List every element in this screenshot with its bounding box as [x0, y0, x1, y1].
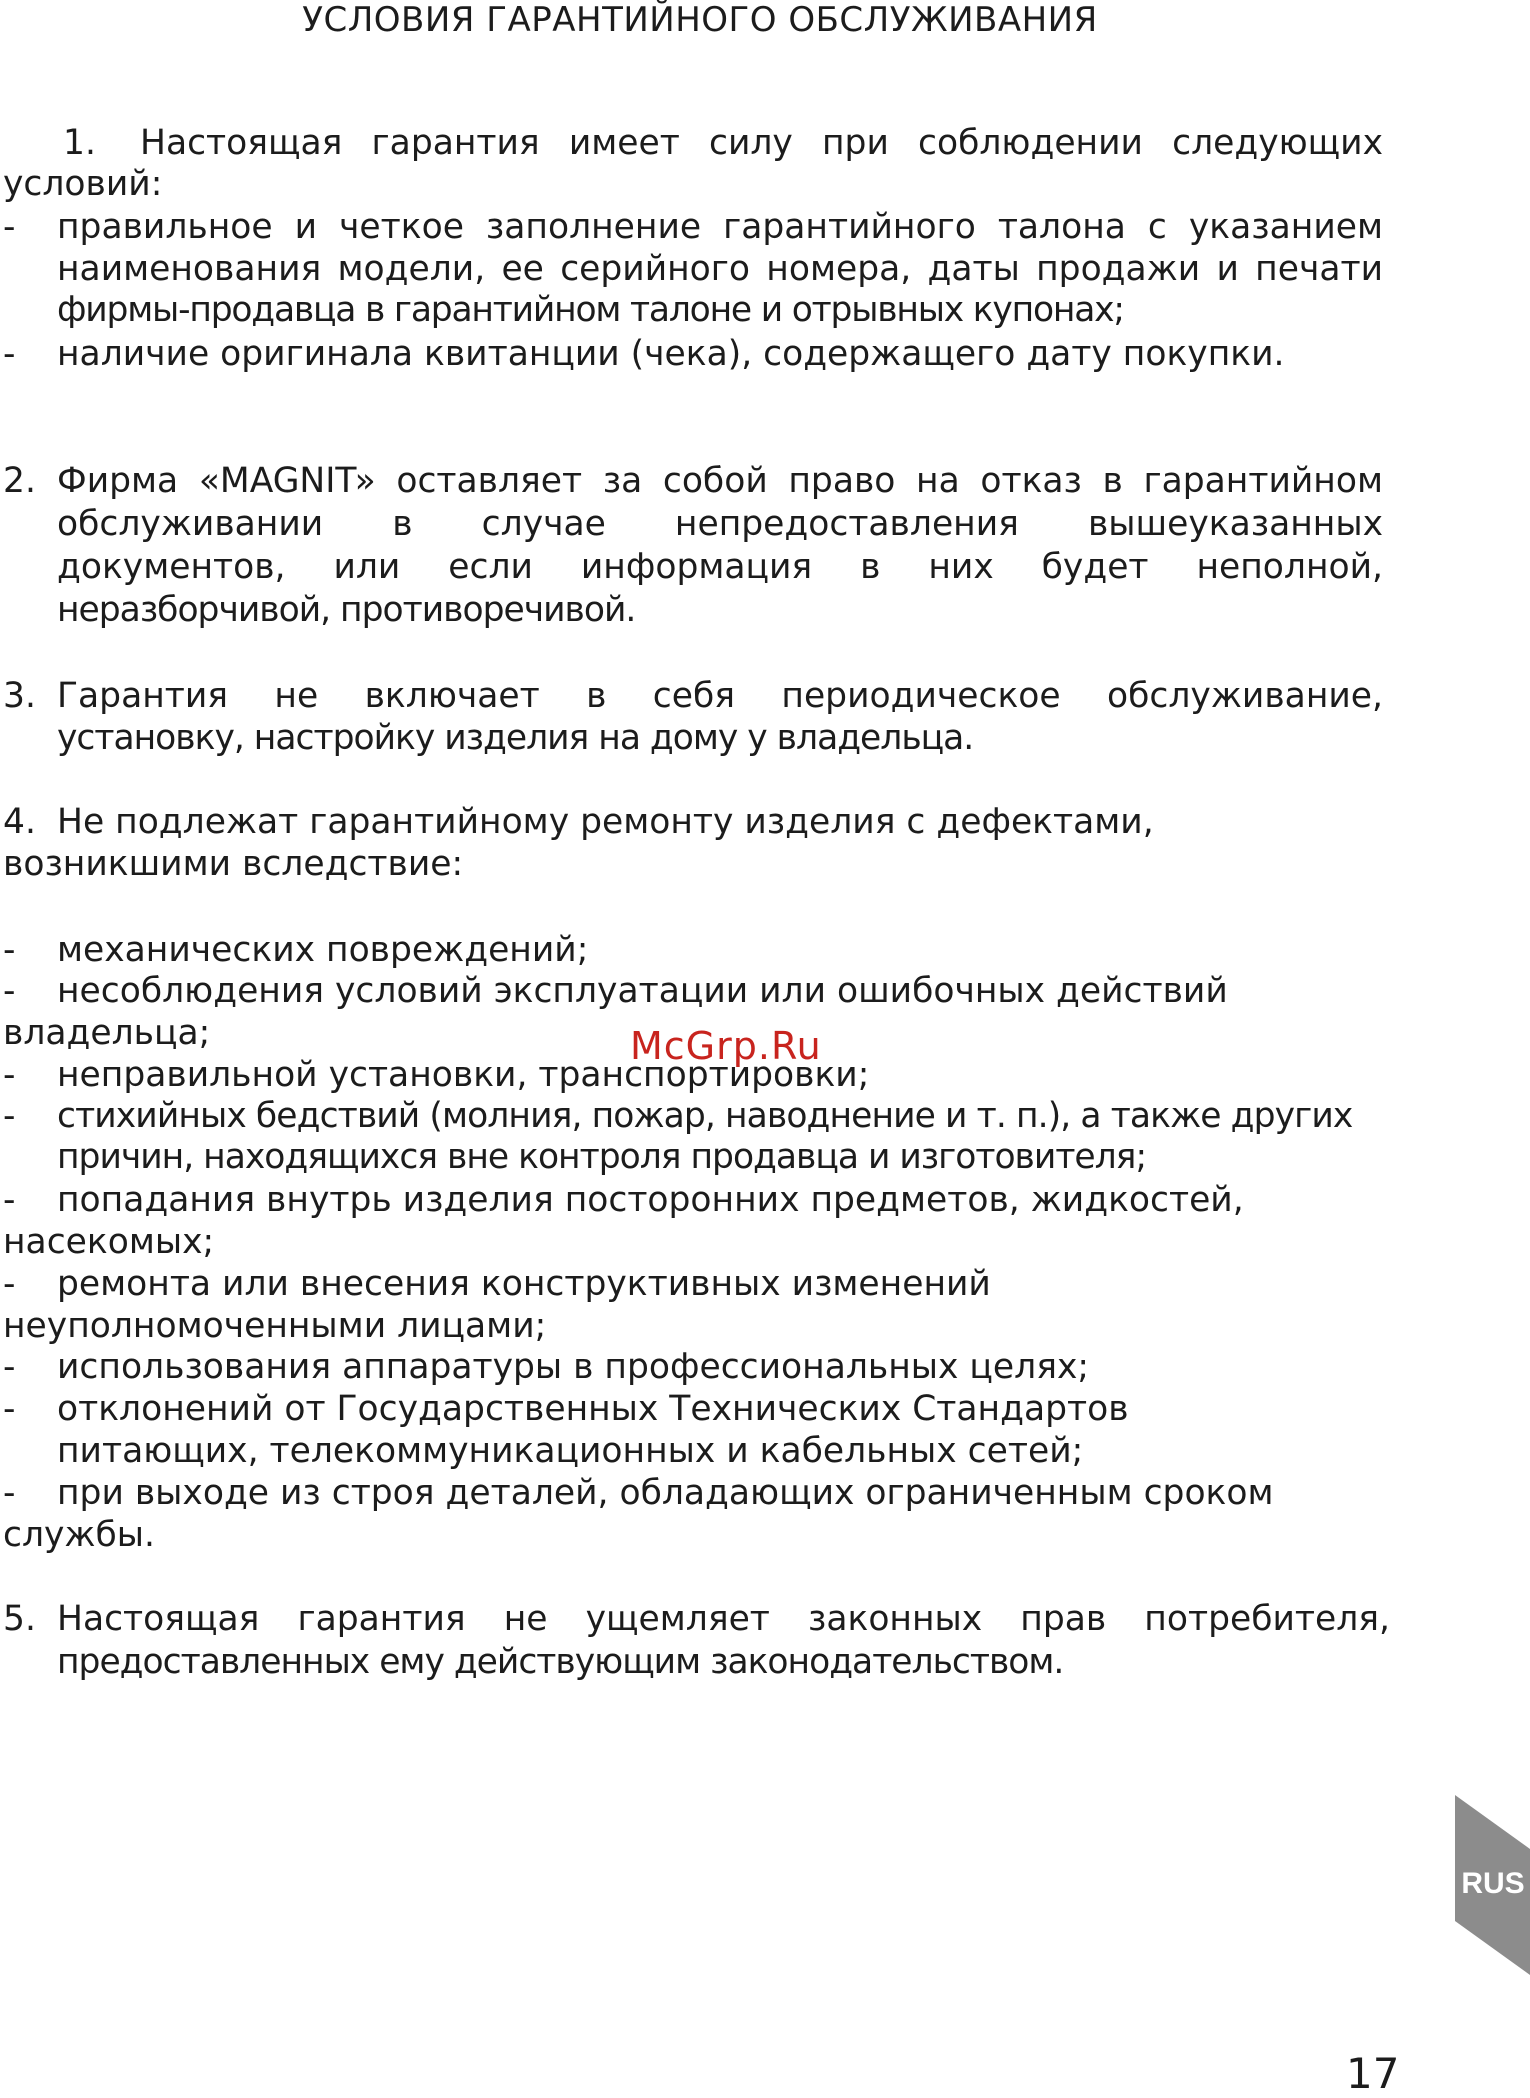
bullet-dash: -	[3, 971, 16, 1011]
bullet-dash: -	[3, 1055, 16, 1095]
paragraph-line: Гарантия не включает в себя периодическое обслуживание,	[57, 676, 1383, 716]
bullet-dash: -	[3, 1473, 16, 1513]
bullet-dash: -	[3, 1389, 16, 1429]
paragraph-line: Не подлежат гарантийному ремонту изделия с дефектами,	[57, 802, 1154, 842]
bullet-dash: -	[3, 1347, 16, 1387]
list-item: наличие оригинала квитанции (чека), содержащего дату покупки.	[57, 334, 1285, 374]
bullet-dash: -	[3, 334, 16, 374]
list-item-line: неуполномоченными лицами;	[3, 1306, 547, 1346]
list-item-line: наименования модели, ее серийного номера, даты продажи и печати	[57, 249, 1383, 289]
list-item-line: службы.	[3, 1515, 155, 1555]
bullet-dash: -	[3, 1096, 16, 1136]
section-number: 3.	[3, 676, 36, 716]
bullet-dash: -	[3, 207, 16, 247]
page-number: 17	[1346, 2049, 1400, 2098]
list-item: неправильной установки, транспортировки;	[57, 1055, 870, 1095]
list-item: несоблюдения условий эксплуатации или ошибочных действий	[57, 971, 1228, 1011]
paragraph-line: неразборчивой, противоречивой.	[57, 590, 636, 630]
list-item: при выходе из строя деталей, обладающих ограниченным сроком	[57, 1473, 1274, 1513]
section-number: 5.	[3, 1599, 36, 1639]
paragraph-line: Настоящая гарантия имеет силу при соблюдении следующих	[140, 123, 1383, 163]
section-number: 4.	[3, 802, 36, 842]
paragraph-line: предоставленных ему действующим законодательством.	[57, 1642, 1064, 1682]
section-number: 1.	[63, 123, 96, 163]
list-item-line: насекомых;	[3, 1222, 215, 1262]
bullet-dash: -	[3, 1264, 16, 1304]
paragraph-line: документов, или если информация в них будет неполной,	[57, 547, 1383, 587]
paragraph-line: Настоящая гарантия не ущемляет законных прав потребителя,	[57, 1599, 1390, 1639]
list-item: ремонта или внесения конструктивных изменений	[57, 1264, 991, 1304]
list-item-line: питающих, телекоммуникационных и кабельных сетей;	[57, 1431, 1084, 1471]
bullet-dash: -	[3, 930, 16, 970]
list-item: отклонений от Государственных Технических Стандартов	[57, 1389, 1129, 1429]
paragraph-line: условий:	[3, 164, 163, 204]
list-item-line: причин, находящихся вне контроля продавца и изготовителя;	[57, 1137, 1147, 1177]
list-item: стихийных бедствий (молния, пожар, наводнение и т. п.), а также других	[57, 1096, 1353, 1136]
section-number: 2.	[3, 461, 36, 501]
list-item: попадания внутрь изделия посторонних предметов, жидкостей,	[57, 1180, 1244, 1220]
list-item: правильное и четкое заполнение гарантийного талона с указанием	[57, 207, 1383, 247]
list-item: использования аппаратуры в профессиональных целях;	[57, 1347, 1089, 1387]
list-item: механических повреждений;	[57, 930, 589, 970]
page-title: УСЛОВИЯ ГАРАНТИЙНОГО ОБСЛУЖИВАНИЯ	[302, 0, 1098, 40]
paragraph-line: установку, настройку изделия на дому у владельца.	[57, 718, 974, 758]
watermark: McGrp.Ru	[630, 1024, 822, 1068]
paragraph-line: Фирма «MAGNIT» оставляет за собой право на отказ в гарантийном	[57, 461, 1383, 501]
paragraph-line: обслуживании в случае непредоставления вышеуказанных	[57, 504, 1383, 544]
list-item-line: владельца;	[3, 1013, 211, 1053]
bullet-dash: -	[3, 1180, 16, 1220]
language-tab-label: RUS	[1461, 1867, 1525, 1900]
paragraph-line: возникшими вследствие:	[3, 844, 464, 884]
list-item-line: фирмы-продавца в гарантийном талоне и отрывных купонах;	[57, 290, 1124, 330]
